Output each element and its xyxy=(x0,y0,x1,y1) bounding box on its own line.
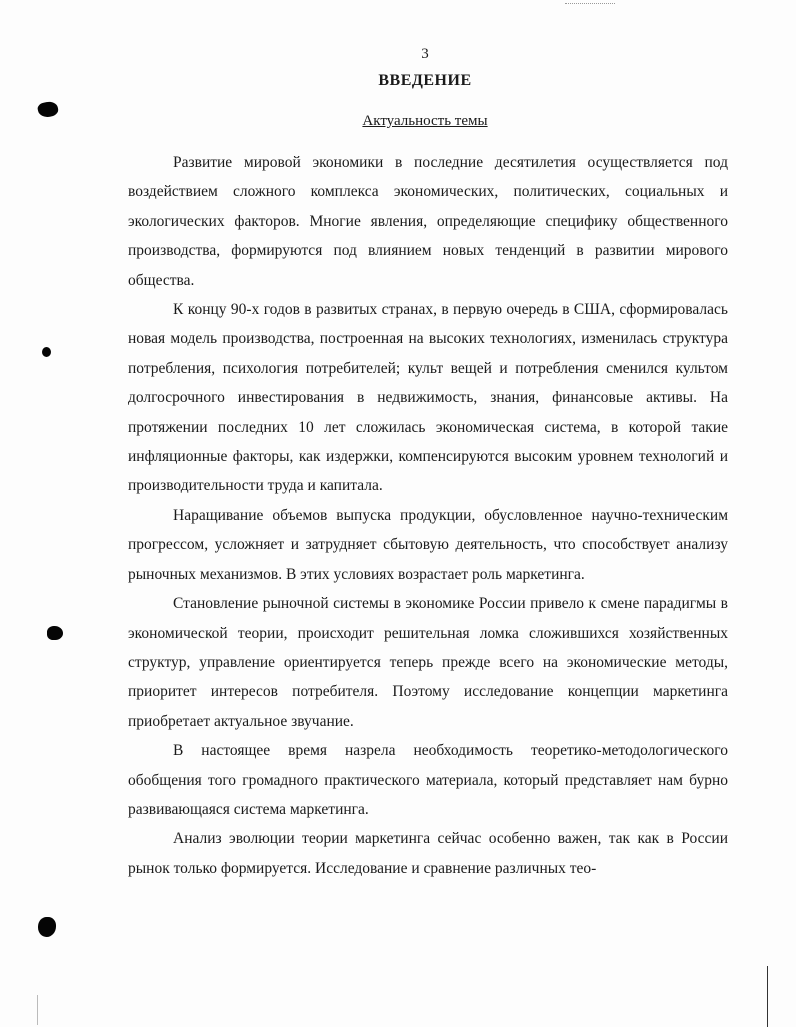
page-title: ВВЕДЕНИЕ xyxy=(378,72,472,89)
page-number: 3 xyxy=(421,46,429,62)
paragraph: Анализ эволюции теории маркетинга сейчас особенно важен, так как в России рынок только формируется. Исследование и сравнение различных тео- xyxy=(128,830,728,877)
scan-artifact-dots xyxy=(565,3,615,5)
scan-edge-line xyxy=(37,995,38,1025)
paragraph: В настоящее время назрела необходимость теоретико-методологического обобщения того громадного практического материала, который представляет нам бурно развивающаяся система маркетинга. xyxy=(128,742,728,818)
paragraph: Наращивание объемов выпуска продукции, обусловленное научно-техническим прогрессом, усложняет и затрудняет сбытовую деятельность, что способствует анализу рыночных механизмов. В этих условиях возрастает роль маркетинга. xyxy=(128,506,728,583)
scan-edge-line xyxy=(767,966,768,1027)
punch-hole-mark xyxy=(47,626,63,640)
paragraph: К концу 90-х годов в развитых странах, в первую очередь в США, сформировалась новая модель производства, построенная на высоких технологиях, изменилась структура потребления, психология потребителей; культ вещей и потребления сменился культом долгосрочного инвестирования в недвижимость, знания, финансовые активы. На протяжении последних 10 лет сложилась экономическая система, в которой такие инфляционные факторы, как издержки, компенсируются высоким уровнем технологий и производительности труда и капитала. xyxy=(128,301,728,495)
section-subtitle: Актуальность темы xyxy=(362,113,488,129)
paragraph: Становление рыночной системы в экономике России привело к смене парадигмы в экономической теории, происходит решительная ломка сложившихся хозяйственных структур, управление ориентируется теперь прежде всего на экономические методы, приоритет интересов потребителя. Поэтому исследование концепции маркетинга приобретает актуальное звучание. xyxy=(128,595,728,730)
punch-hole-mark xyxy=(42,347,51,357)
paragraph: Развитие мировой экономики в последние десятилетия осуществляется под воздействием сложного комплекса экономических, политических, социальных и экологических факторов. Многие явления, определяющие специфику общественного производства, формируются под влиянием новых тенденций в развитии мирового общества. xyxy=(128,154,728,289)
body-text xyxy=(128,148,728,883)
punch-hole-mark xyxy=(38,917,56,937)
